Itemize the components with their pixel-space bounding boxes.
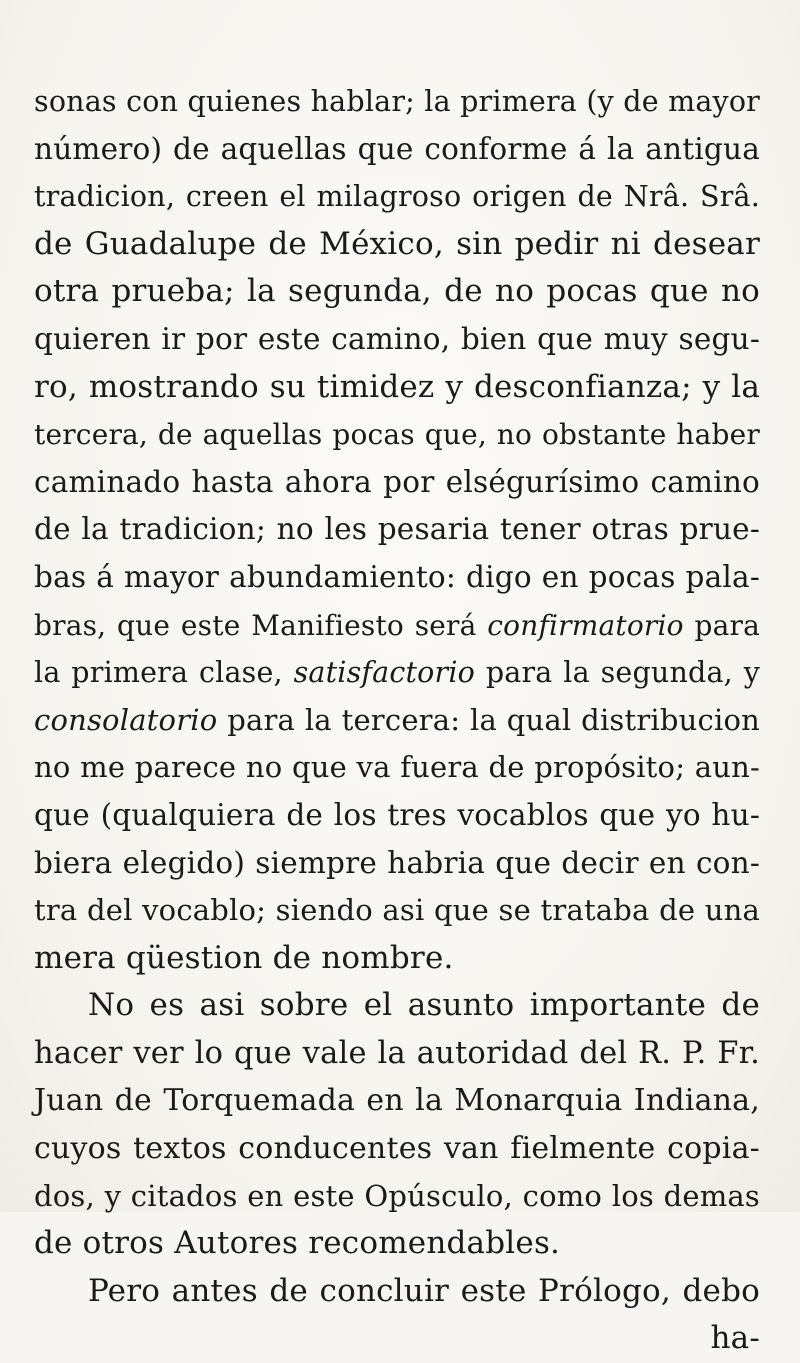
body-text — [34, 78, 760, 1363]
text-line: Juan de Torquemada en la Monarquia Indiana, — [34, 1083, 760, 1119]
text-line: tercera, de aquellas pocas que, no obstante haber — [34, 418, 760, 452]
italic-term: consolatorio — [34, 702, 218, 737]
text-line: de la tradicion; no les pesaria tener otras prue- — [34, 512, 760, 547]
text-line: consolatorio para la tercera: la qual distribucion — [34, 702, 760, 737]
text-line: otra prueba; la segunda, de no pocas que no — [34, 273, 760, 310]
text-line: quieren ir por este camino, bien que muy segu- — [34, 321, 760, 356]
text-line: bras, que este Manifiesto será confirmatorio para — [34, 608, 760, 642]
text-line: de Guadalupe de México, sin pedir ni desear — [34, 225, 760, 262]
text-line: sonas con quienes hablar; la primera (y de mayor — [34, 85, 760, 118]
text-line: tra del vocablo; siendo asi que se trataba de una — [34, 893, 760, 928]
text-line: tradicion, creen el milagroso origen de Nrâ. Srâ. — [34, 180, 760, 214]
paragraph-start-line: No es asi sobre el asunto importante de — [88, 987, 760, 1024]
text-line: biera elegido) siempre habria que decir en con- — [34, 845, 760, 880]
text-line: dos, y citados en este Opúsculo, como los demas — [34, 1178, 760, 1213]
text-line: la primera clase, satisfactorio para la segunda, y — [34, 656, 761, 690]
text-line: bas á mayor abundamiento: digo en pocas pala- — [34, 559, 760, 594]
italic-term: confirmatorio — [487, 608, 684, 642]
text-line: ro, mostrando su timidez y desconfianza; y la — [34, 368, 760, 405]
catchword: ha- — [710, 1320, 760, 1357]
text-line: cuyos textos conducentes van fielmente copia- — [34, 1131, 760, 1167]
paragraph-start-line: Pero antes de concluir este Prólogo, debo — [88, 1272, 760, 1309]
text-line: de otros Autores recomendables. — [34, 1225, 561, 1262]
italic-term: satisfactorio — [293, 656, 476, 690]
text-line: que (qualquiera de los tres vocablos que yo hu- — [34, 797, 760, 832]
text-line: número) de aquellas que conforme á la antigua — [34, 131, 760, 166]
text-line: caminado hasta ahora por elségurísimo camino — [34, 464, 760, 499]
text-line: hacer ver lo que vale la autoridad del R. P. Fr. — [34, 1035, 760, 1071]
text-line: mera qüestion de nombre. — [34, 939, 454, 976]
text-line: no me parece no que va fuera de propósito; aun- — [34, 750, 760, 785]
